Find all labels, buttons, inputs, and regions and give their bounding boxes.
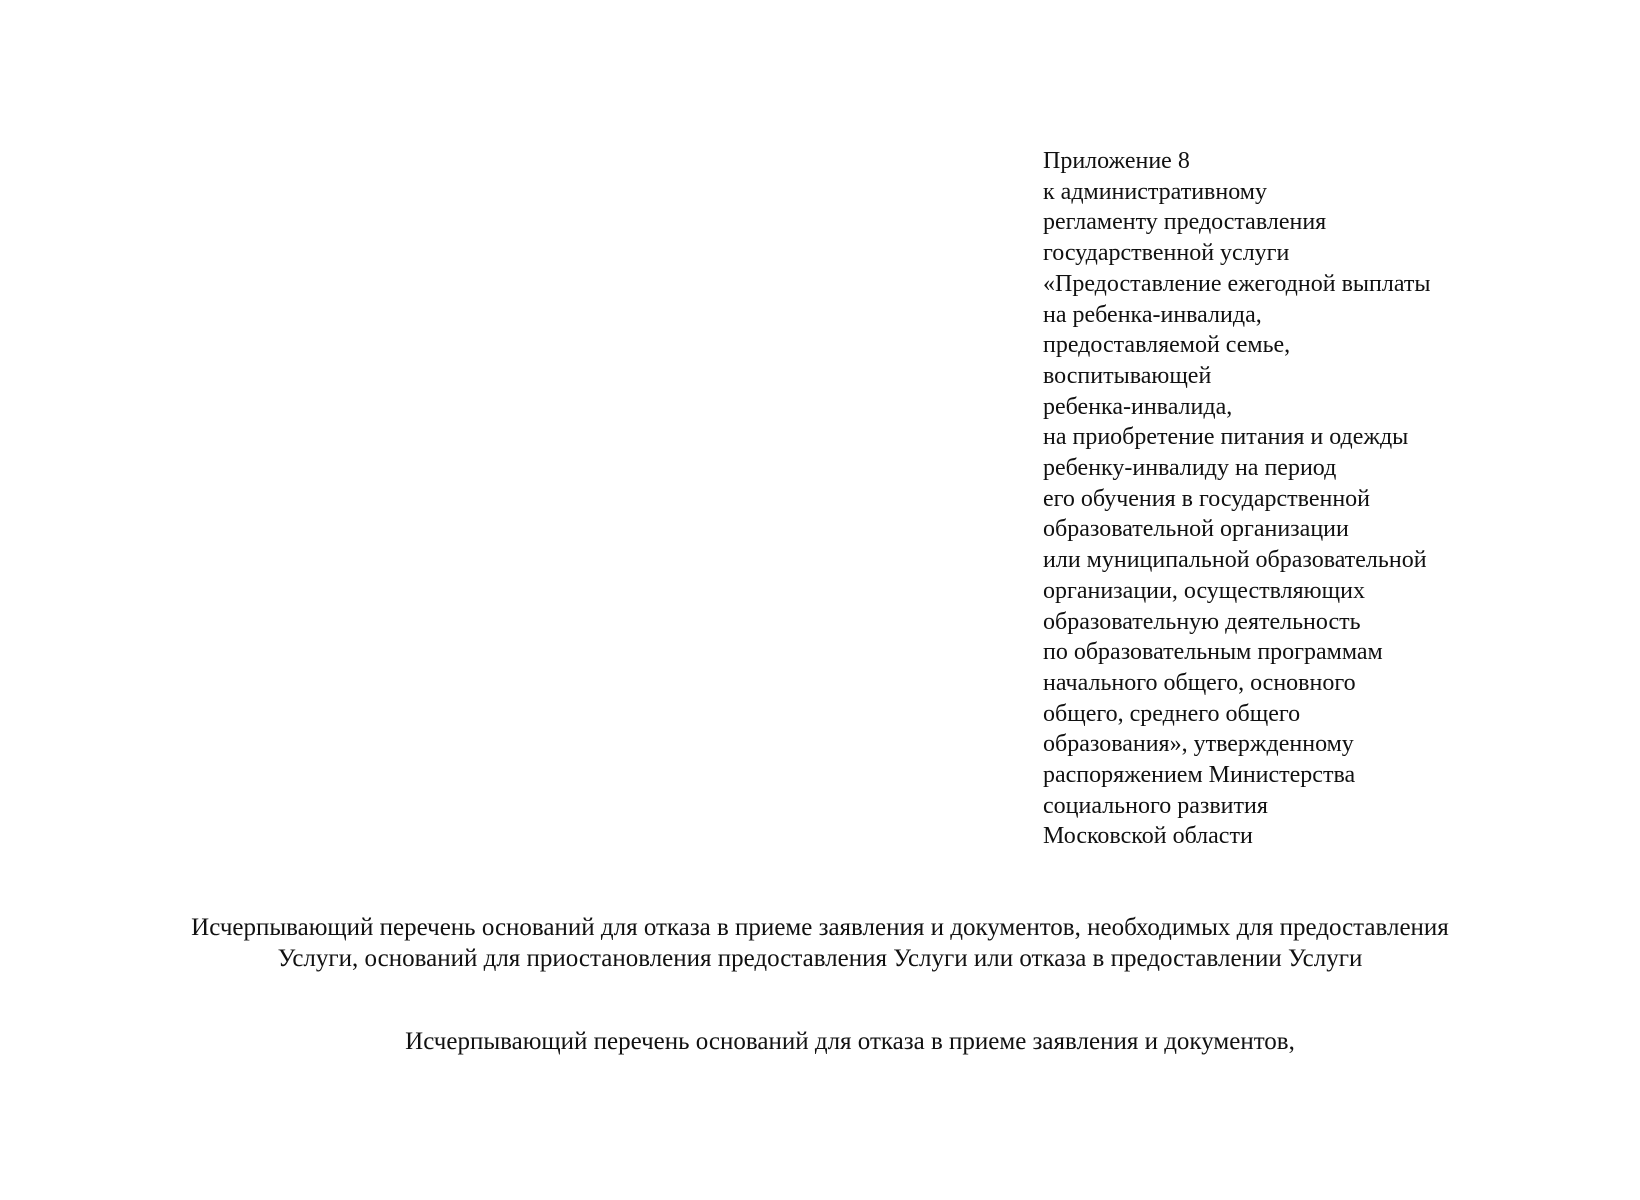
appendix-line: к административному [1043,178,1267,205]
appendix-line: распоряжением Министерства [1043,762,1356,789]
appendix-line: ребенка-инвалида, [1043,393,1233,420]
appendix-header [1043,146,1431,852]
appendix-line: его обучения в государственной [1043,485,1371,512]
appendix-line: воспитывающей [1043,362,1212,389]
appendix-line: регламенту предоставления [1043,209,1327,236]
appendix-line: ребенку-инвалиду на период [1043,455,1337,482]
appendix-line: на приобретение питания и одежды [1043,424,1409,451]
section-subtitle: Исчерпывающий перечень оснований для отказа в приеме заявления и документов, [405,1028,1295,1055]
appendix-line: организации, осуществляющих [1043,577,1365,604]
appendix-line: образования», утвержденному [1043,731,1354,758]
appendix-line: «Предоставление ежегодной выплаты [1043,270,1431,297]
appendix-line: государственной услуги [1043,240,1290,267]
appendix-line: общего, среднего общего [1043,700,1301,727]
appendix-line: социального развития [1043,792,1268,819]
appendix-line: начального общего, основного [1043,669,1356,696]
appendix-line: предоставляемой семье, [1043,332,1291,359]
appendix-line: образовательную деятельность [1043,608,1361,635]
appendix-line: Приложение 8 [1043,148,1190,174]
document-title [0,912,1640,974]
appendix-line: образовательной организации [1043,516,1349,543]
title-line-2: Услуги, оснований для приостановления предоставления Услуги или отказа в предоставлении Услуги [277,945,1363,972]
title-line-1: Исчерпывающий перечень оснований для отказа в приеме заявления и документов, необходимых для предоставления [191,914,1449,941]
appendix-line: на ребенка-инвалида, [1043,301,1262,328]
appendix-line: Московской области [1043,823,1253,850]
appendix-line: или муниципальной образовательной [1043,547,1427,574]
appendix-line: по образовательным программам [1043,639,1383,666]
